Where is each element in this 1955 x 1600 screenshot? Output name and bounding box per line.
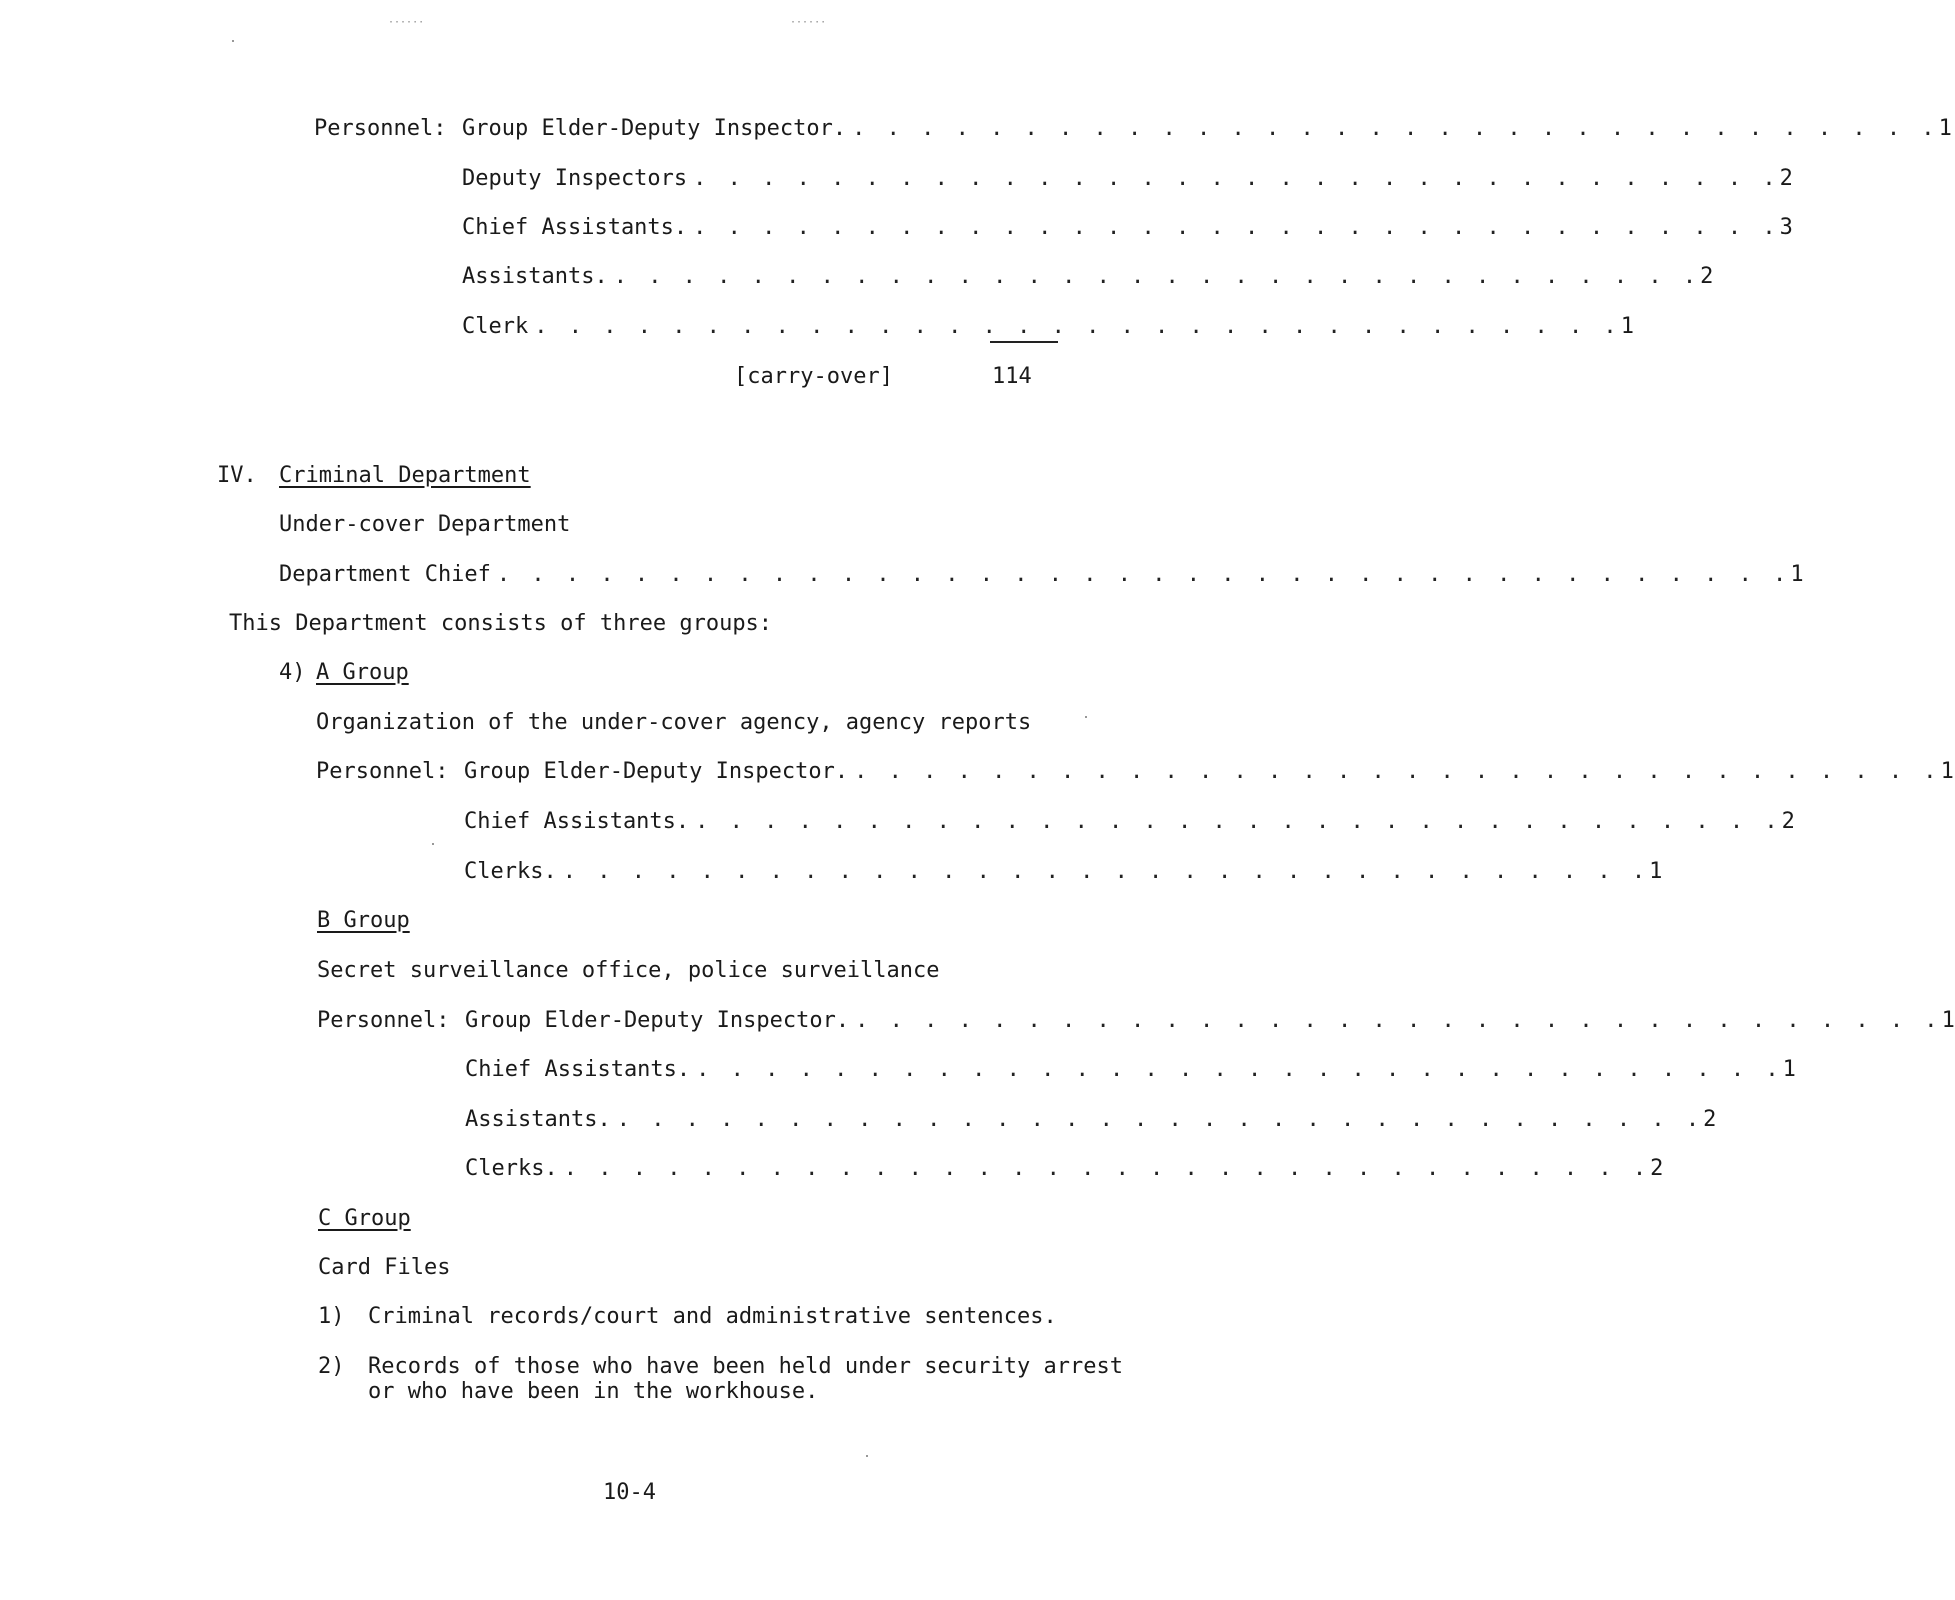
row-label: Group Elder-Deputy Inspector. xyxy=(464,759,849,784)
row-label: Chief Assistants. xyxy=(462,215,688,240)
row-count: 1 xyxy=(1940,759,1954,784)
row-count: 2 xyxy=(1779,166,1793,191)
section-intro: This Department consists of three groups: xyxy=(229,611,773,636)
personnel-row xyxy=(464,859,1663,884)
dot-leader: . . . . . . . . . . . . . . . . . . . . . . . . . . . . . . . . xyxy=(563,1156,1651,1181)
department-chief-row xyxy=(279,562,1804,587)
group-a-description: Organization of the under-cover agency, agency reports xyxy=(316,710,1032,735)
personnel-label: Personnel: xyxy=(317,1008,450,1033)
dot-leader: . . . . . . . . . . . . . . . . . . . . . . . . . . . . . . . . xyxy=(693,166,1780,191)
personnel-row xyxy=(464,759,1954,784)
row-count: 1 xyxy=(1620,314,1634,339)
page-number: 10-4 xyxy=(603,1480,656,1505)
scan-speck xyxy=(1085,716,1087,718)
row-count: 1 xyxy=(1941,1008,1955,1033)
personnel-label: Personnel: xyxy=(316,759,449,784)
row-label: Group Elder-Deputy Inspector. xyxy=(465,1008,850,1033)
row-count: 1 xyxy=(1649,859,1663,884)
group-a-title: A Group xyxy=(316,660,409,685)
personnel-row xyxy=(464,809,1795,834)
row-count: 3 xyxy=(1779,215,1793,240)
row-count: 2 xyxy=(1650,1156,1664,1181)
dot-leader: . . . . . . . . . . . . . . . . . . . . . . . . . . . . . . . . xyxy=(693,215,1780,240)
list-item-text: Criminal records/court and administrative sentences. xyxy=(368,1304,1057,1329)
row-label: Deputy Inspectors xyxy=(462,166,688,191)
dot-leader: . . . . . . . . . . . . . . . . . . . . . . . . . . . . . . . . xyxy=(855,1008,1942,1033)
personnel-row xyxy=(465,1107,1717,1132)
personnel-row xyxy=(462,116,1952,141)
dot-leader: . . . . . . . . . . . . . . . . . . . . . . . . . . . . . . . . xyxy=(854,759,1941,784)
dot-leader: . . . . . . . . . . . . . . . . . . . . . . . . . . . . . . . . xyxy=(852,116,1939,141)
row-label: Chief Assistants. xyxy=(465,1057,691,1082)
row-label: Department Chief xyxy=(279,562,491,587)
personnel-row xyxy=(462,215,1793,240)
personnel-row xyxy=(462,314,1634,339)
carry-over-value: 114 xyxy=(992,364,1032,389)
scan-mark: ······ xyxy=(790,17,827,28)
dot-leader: . . . . . . . . . . . . . . . . . . . . . . . . . . . . . . . . xyxy=(695,809,1782,834)
section-subtitle: Under-cover Department xyxy=(279,512,571,537)
personnel-row xyxy=(462,166,1793,191)
list-item-text-continued: or who have been in the workhouse. xyxy=(368,1379,819,1404)
group-prefix: 4) xyxy=(279,660,306,685)
scan-speck xyxy=(866,1455,868,1457)
row-label: Assistants. xyxy=(465,1107,611,1132)
row-label: Clerks. xyxy=(464,859,557,884)
row-label: Clerks. xyxy=(465,1156,558,1181)
row-label: Clerk xyxy=(462,314,529,339)
dot-leader: . . . . . . . . . . . . . . . . . . . . . . . . . . . . . . . . xyxy=(562,859,1650,884)
group-b-title: B Group xyxy=(317,908,410,933)
personnel-row xyxy=(465,1057,1796,1082)
row-label: Chief Assistants. xyxy=(464,809,690,834)
section-title: Criminal Department xyxy=(279,463,531,488)
dot-leader: . . . . . . . . . . . . . . . . . . . . . . . . . . . . . . . . xyxy=(613,264,1701,289)
row-label: Assistants. xyxy=(462,264,608,289)
dot-leader: . . . . . . . . . . . . . . . . . . . . . . . . . . . . . . . . xyxy=(534,314,1621,339)
list-item-number: 1) xyxy=(318,1304,345,1329)
subtotal-rule xyxy=(990,341,1058,343)
dot-leader: . . . . . . . . . . . . . . . . . . . . . . . . . . . . . . . . xyxy=(616,1107,1704,1132)
list-item-number: 2) xyxy=(318,1354,345,1379)
row-count: 1 xyxy=(1790,562,1804,587)
row-count: 2 xyxy=(1700,264,1714,289)
group-b-description: Secret surveillance office, police surveillance xyxy=(317,958,940,983)
dot-leader: . . . . . . . . . . . . . . . . . . . . . . . . . . . . . . . . . . . . . . xyxy=(496,562,1791,587)
dot-leader: . . . . . . . . . . . . . . . . . . . . . . . . . . . . . . . . xyxy=(696,1057,1783,1082)
row-count: 2 xyxy=(1703,1107,1717,1132)
scan-speck xyxy=(232,40,234,42)
row-count: 1 xyxy=(1938,116,1952,141)
personnel-row xyxy=(465,1008,1955,1033)
group-c-subtitle: Card Files xyxy=(318,1255,451,1280)
personnel-row xyxy=(465,1156,1664,1181)
section-numeral: IV. xyxy=(217,463,257,488)
group-c-title: C Group xyxy=(318,1206,411,1231)
carry-over-label: [carry-over] xyxy=(734,364,893,389)
personnel-label: Personnel: xyxy=(314,116,447,141)
scan-speck xyxy=(432,843,434,845)
row-count: 1 xyxy=(1782,1057,1796,1082)
row-label: Group Elder-Deputy Inspector. xyxy=(462,116,847,141)
list-item-text: Records of those who have been held under security arrest xyxy=(368,1354,1123,1379)
personnel-row xyxy=(462,264,1714,289)
scan-mark: ······ xyxy=(388,17,425,28)
row-count: 2 xyxy=(1781,809,1795,834)
